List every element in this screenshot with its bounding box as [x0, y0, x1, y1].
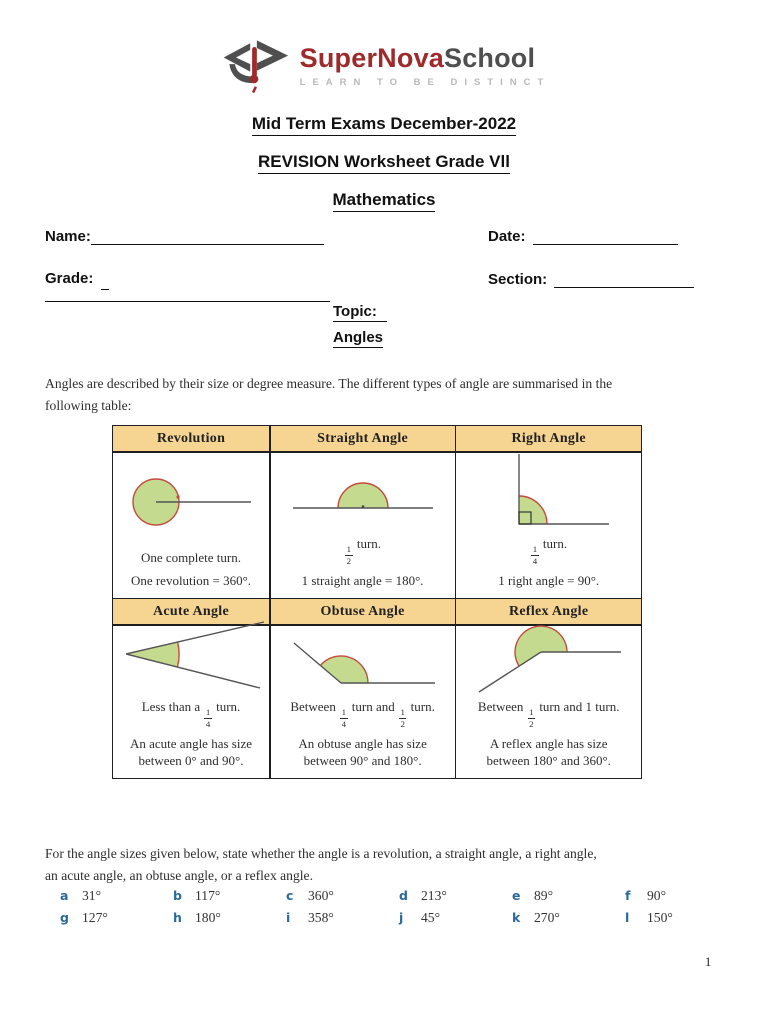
- brand-name: [300, 44, 551, 72]
- angle-item-l: [625, 910, 738, 926]
- angle-item-letter: l: [625, 910, 630, 925]
- angle-item-value: 90°: [647, 888, 667, 903]
- section-field-row: [488, 271, 694, 288]
- obtuse-angle-cell: [271, 626, 455, 778]
- revolution-cell: [113, 453, 269, 598]
- obtuse-angle-diagram: [271, 621, 455, 699]
- obtuse-angle-line-1: Between $\frac{1}{4}$ turn and $\frac{1}{2}$ turn.: [290, 698, 435, 729]
- reflex-angle-line-2: A reflex angle has size: [489, 735, 608, 751]
- right-angle-diagram: [456, 448, 641, 536]
- angle-item-e: [512, 888, 625, 904]
- intro-paragraph: [45, 373, 761, 417]
- date-field-row: [488, 228, 678, 245]
- angle-item-letter: a: [60, 888, 69, 903]
- angle-item-value: 360°: [308, 888, 334, 903]
- logo-text: [300, 44, 551, 87]
- brand-primary: SuperNova: [299, 43, 444, 74]
- straight-angle-line-2: 1 straight angle = 180°.: [301, 573, 424, 588]
- question-line-1: For the angle sizes given below, state whether the angle is a revolution, a straight angle, a right angle,: [45, 846, 597, 861]
- topic-value: Angles: [333, 329, 384, 346]
- grade-label: Grade:: [45, 270, 94, 287]
- angle-item-i: [286, 910, 399, 926]
- section-label: Section:: [488, 271, 548, 288]
- revolution-line-1: One complete turn.: [141, 550, 241, 566]
- question-line-2: an acute angle, an obtuse angle, or a reflex angle.: [45, 868, 313, 884]
- topic-label: Topic:: [333, 303, 387, 322]
- straight-angle-diagram: [271, 453, 455, 536]
- name-label: Name:: [45, 228, 91, 245]
- angle-item-c: [286, 888, 399, 904]
- worksheet-title: REVISION Worksheet Grade Vll: [258, 152, 510, 174]
- table-header-revolution: Revolution: [113, 426, 269, 451]
- reflex-angle-line-3: between 180° and 360°.: [486, 753, 611, 769]
- table-header-acute-angle: Acute Angle: [113, 599, 269, 624]
- straight-angle-line-1: $\frac{1}{2}$ turn.: [346, 535, 382, 567]
- graduation-cap-icon: [218, 34, 290, 98]
- angle-item-value: 150°: [647, 910, 673, 925]
- angle-item-d: [399, 888, 512, 904]
- intro-line-1: Angles are described by their size or degree measure. The different types of angle are summarised in the: [45, 376, 613, 391]
- angle-item-a: [60, 888, 173, 904]
- revolution-diagram: [113, 453, 269, 551]
- angle-item-k: [512, 910, 625, 926]
- reflex-angle-line-1: Between $\frac{1}{2}$ turn and 1 turn.: [477, 698, 620, 729]
- angle-types-table: [112, 425, 642, 779]
- angle-item-letter: f: [625, 888, 631, 903]
- section-blank-line: [554, 272, 694, 288]
- angle-item-h: [173, 910, 286, 926]
- name-blank-line: [91, 229, 324, 245]
- angle-item-value: 358°: [308, 910, 334, 925]
- grade-blank-line: [45, 288, 330, 302]
- worksheet-title-row: [0, 152, 768, 174]
- acute-angle-line-1: Less than a $\frac{1}{4}$ turn.: [141, 698, 241, 729]
- angle-item-value: 31°: [82, 888, 102, 903]
- angle-item-letter: i: [286, 910, 291, 925]
- right-angle-line-2: 1 right angle = 90°.: [498, 573, 600, 588]
- angle-item-value: 213°: [421, 888, 447, 903]
- table-header-right-angle: Right Angle: [456, 426, 641, 451]
- angle-items-row-1: [60, 888, 738, 904]
- angle-item-letter: h: [173, 910, 182, 925]
- angle-item-letter: g: [60, 910, 69, 925]
- school-logo: [0, 34, 768, 98]
- reflex-angle-cell: [456, 626, 641, 778]
- revolution-line-2: One revolution = 360°.: [130, 573, 252, 588]
- question-text: [45, 843, 761, 887]
- brand-tagline: LEARN TO BE DISTINCT: [299, 76, 551, 88]
- angle-item-j: [399, 910, 512, 926]
- angle-item-value: 89°: [534, 888, 554, 903]
- exam-title: Mid Term Exams December-2022: [252, 114, 516, 136]
- angle-item-f: [625, 888, 738, 904]
- angle-item-letter: j: [399, 910, 404, 925]
- subject-title: Mathematics: [333, 190, 436, 212]
- name-field-row: [45, 228, 324, 245]
- angle-item-letter: b: [173, 888, 182, 903]
- date-label: Date:: [488, 228, 526, 245]
- right-angle-cell: [456, 453, 641, 598]
- grade-field-row: [45, 270, 109, 287]
- right-angle-line-1: $\frac{1}{4}$ turn.: [532, 535, 568, 567]
- table-header-obtuse-angle: Obtuse Angle: [271, 599, 455, 624]
- angle-item-letter: c: [286, 888, 294, 903]
- angle-item-value: 117°: [195, 888, 221, 903]
- angle-item-value: 127°: [82, 910, 108, 925]
- angle-item-value: 270°: [534, 910, 560, 925]
- acute-angle-cell: [113, 626, 269, 778]
- date-blank-line: [533, 229, 678, 245]
- reflex-angle-diagram: [456, 614, 641, 699]
- straight-angle-cell: [271, 453, 455, 598]
- subject-title-row: [0, 190, 768, 212]
- acute-angle-line-3: between 0° and 90°.: [138, 753, 244, 769]
- exam-title-row: [0, 114, 768, 136]
- page-number: 1: [705, 955, 712, 969]
- obtuse-angle-line-3: between 90° and 180°.: [303, 753, 422, 769]
- angle-item-b: [173, 888, 286, 904]
- brand-secondary: School: [444, 43, 536, 74]
- angle-item-letter: e: [512, 888, 521, 903]
- table-header-reflex-angle: Reflex Angle: [456, 599, 641, 624]
- acute-angle-line-2: An acute angle has size: [129, 735, 252, 751]
- acute-angle-diagram: [113, 607, 269, 699]
- angle-item-letter: d: [399, 888, 408, 903]
- table-header-straight-angle: Straight Angle: [271, 426, 455, 451]
- obtuse-angle-line-2: An obtuse angle has size: [298, 735, 427, 751]
- intro-line-2: following table:: [45, 398, 132, 414]
- angle-item-letter: k: [512, 910, 521, 925]
- angle-item-value: 45°: [421, 910, 441, 925]
- angle-item-value: 180°: [195, 910, 221, 925]
- angle-items-row-2: [60, 910, 738, 926]
- angle-item-g: [60, 910, 173, 926]
